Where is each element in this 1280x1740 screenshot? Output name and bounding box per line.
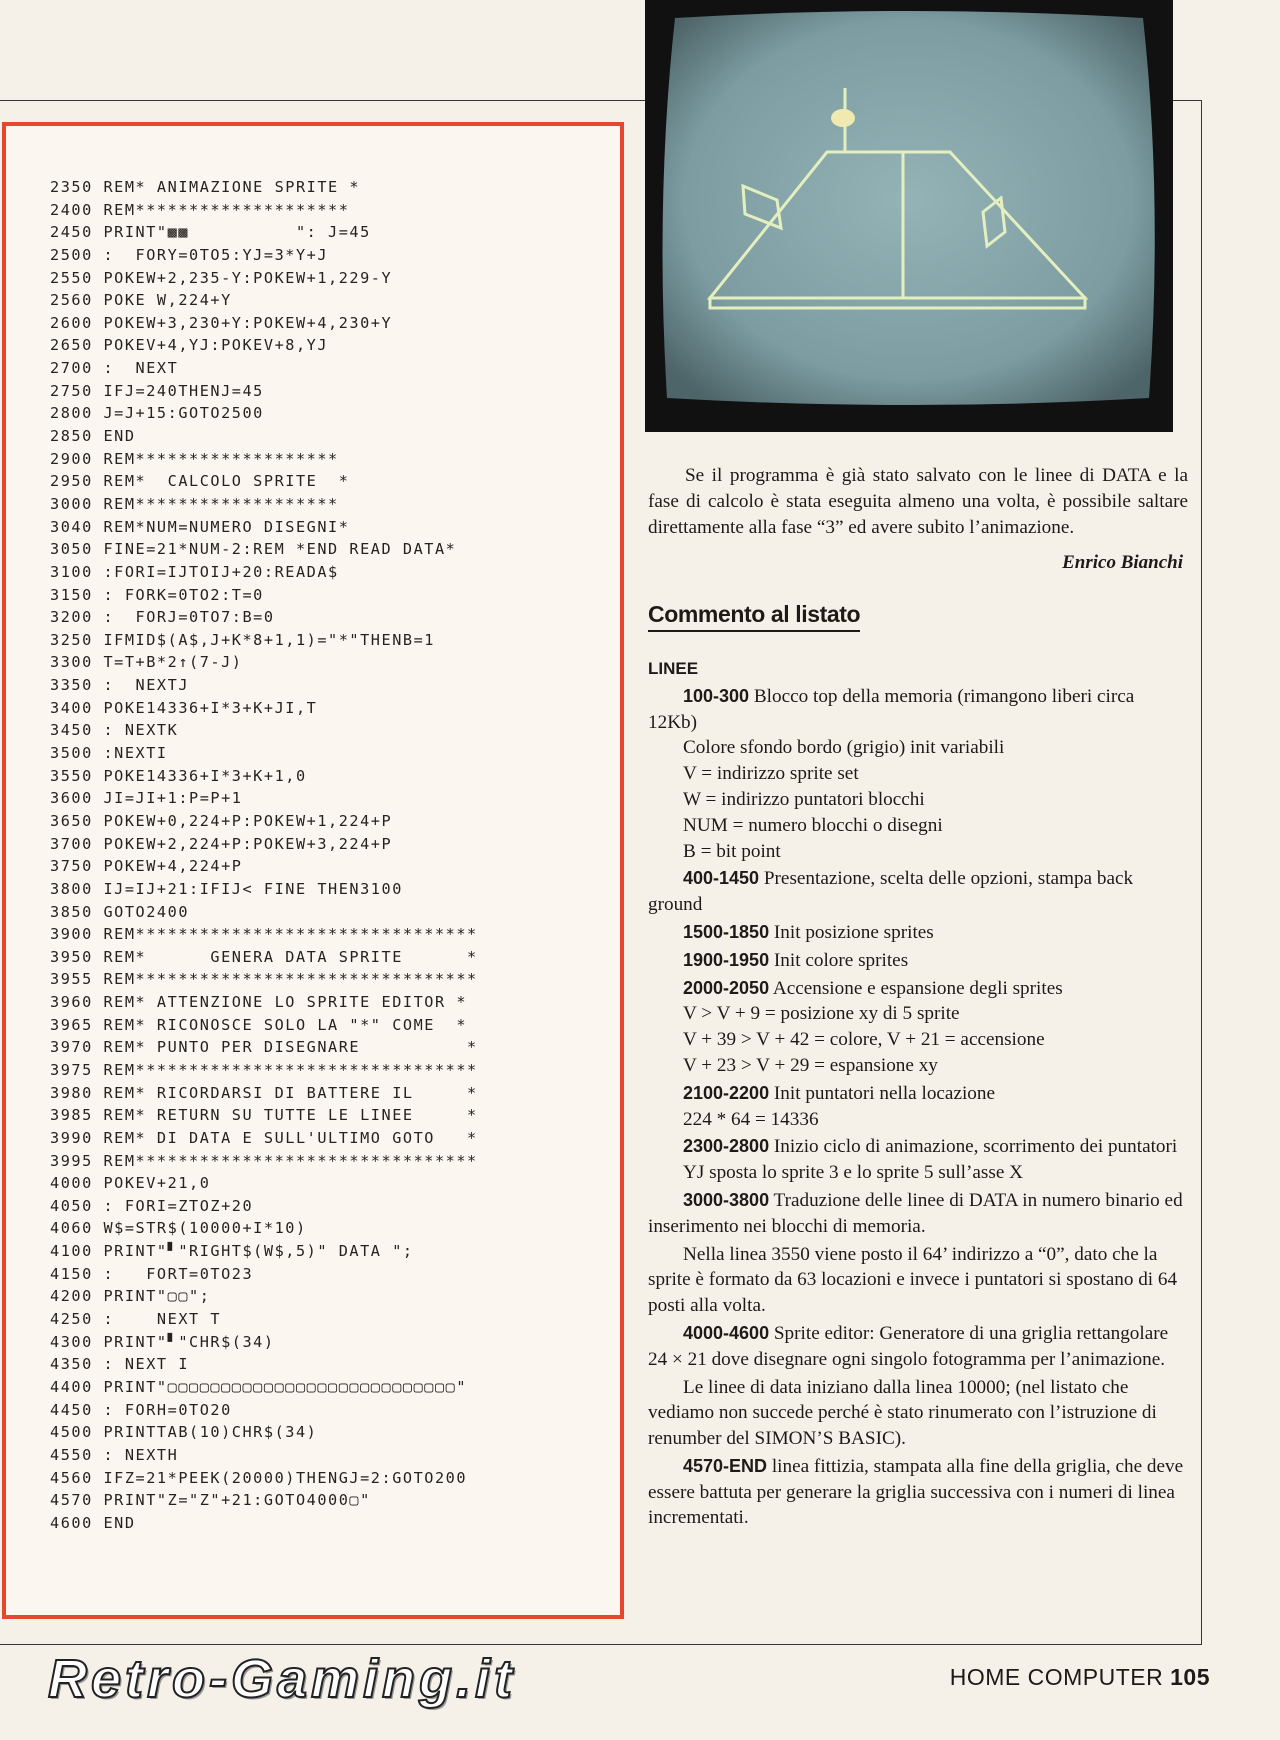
code-line: 3300 T=T+B*2↑(7-J) <box>50 653 243 672</box>
code-line: 3800 IJ=IJ+21:IFIJ< FINE THEN3100 <box>50 879 403 898</box>
section-title: Commento al listato <box>648 602 860 632</box>
code-line: 4200 PRINT"▢▢"; <box>50 1287 211 1306</box>
code-line: 3100 :FORI=IJTOIJ+20:READA$ <box>50 562 339 581</box>
lines-label: LINEE <box>648 658 699 678</box>
code-line: 3980 REM* RICORDARSI DI BATTERE IL * <box>50 1083 478 1102</box>
code-line: 3750 POKEW+4,224+P <box>50 857 243 876</box>
comment-1900-1950: 1900-1950 Init colore sprites <box>683 949 909 971</box>
code-line: 2700 : NEXT <box>50 359 179 378</box>
comment-sub: V + 39 > V + 42 = colore, V + 21 = accensione <box>683 1029 1045 1051</box>
code-line: 4560 IFZ=21*PEEK(20000)THENGJ=2:GOTO200 <box>50 1468 468 1487</box>
article-column <box>648 463 1188 1531</box>
code-line: 4570 PRINT"Z="Z"+21:GOTO4000▢" <box>50 1491 371 1510</box>
comment-sub: V = indirizzo sprite set <box>683 763 859 785</box>
code-line: 4350 : NEXT I <box>50 1355 190 1374</box>
code-line: 4050 : FORI=ZTOZ+20 <box>50 1196 254 1215</box>
code-line: 3990 REM* DI DATA E SULL'ULTIMO GOTO * <box>50 1128 478 1147</box>
code-line: 3950 REM* GENERA DATA SPRITE * <box>50 947 478 966</box>
code-line: 2450 PRINT"▩▩ ": J=45 <box>50 223 371 242</box>
comment-sub: B = bit point <box>683 840 781 862</box>
crt-screen <box>663 11 1155 405</box>
code-line: 2560 POKE W,224+Y <box>50 291 232 310</box>
code-line: 2900 REM******************* <box>50 449 339 468</box>
code-line: 3975 REM******************************** <box>50 1060 478 1079</box>
code-line: 4060 W$=STR$(10000+I*10) <box>50 1219 307 1238</box>
page-number: 105 <box>1170 1664 1210 1690</box>
code-line: 3965 REM* RICONOSCE SOLO LA "*" COME * <box>50 1015 468 1034</box>
code-line: 4100 PRINT"▘"RIGHT$(W$,5)" DATA "; <box>50 1242 414 1261</box>
code-line: 2650 POKEV+4,YJ:POKEV+8,YJ <box>50 336 329 355</box>
code-line: 3400 POKE14336+I*3+K+JI,T <box>50 698 318 717</box>
code-line: 3700 POKEW+2,224+P:POKEW+3,224+P <box>50 834 393 853</box>
code-line: 4150 : FORT=0TO23 <box>50 1264 254 1283</box>
code-line: 3200 : FORJ=0TO7:B=0 <box>50 608 275 627</box>
code-line: 3150 : FORK=0TO2:T=0 <box>50 585 264 604</box>
sprite-blob <box>831 109 855 127</box>
code-line: 2350 REM* ANIMAZIONE SPRITE * <box>50 178 361 196</box>
code-line: 3970 REM* PUNTO PER DISEGNARE * <box>50 1038 478 1057</box>
code-line: 4450 : FORH=0TO20 <box>50 1400 232 1419</box>
comment-sub: V > V + 9 = posizione xy di 5 sprite <box>683 1003 960 1025</box>
code-line: 3250 IFMID$(A$,J+K*8+1,1)="*"THENB=1 <box>50 630 435 649</box>
screen-photo <box>645 0 1173 432</box>
comment-sub: YJ sposta lo sprite 3 e lo sprite 5 sull’asse X <box>683 1162 1024 1184</box>
code-line: 4400 PRINT"▢▢▢▢▢▢▢▢▢▢▢▢▢▢▢▢▢▢▢▢▢▢▢▢▢▢▢" <box>50 1377 468 1396</box>
code-line: 3500 :NEXTI <box>50 744 168 763</box>
code-line: 3000 REM******************* <box>50 494 339 513</box>
code-line: 3050 FINE=21*NUM-2:REM *END READ DATA* <box>50 540 457 559</box>
code-line: 4250 : NEXT T <box>50 1310 222 1329</box>
comment-4570-end: 4570-END linea fittizia, stampata alla fine della griglia, che deve essere battuta per generare la griglia successiva con i numeri di linea incrementati. <box>648 1455 1184 1529</box>
comment-sub: 224 * 64 = 14336 <box>683 1108 819 1130</box>
code-line: 2800 J=J+15:GOTO2500 <box>50 404 264 423</box>
code-line: 3850 GOTO2400 <box>50 902 190 921</box>
code-line: 3450 : NEXTK <box>50 721 179 740</box>
code-line: 3550 POKE14336+I*3+K+1,0 <box>50 766 307 785</box>
code-line: 3900 REM******************************** <box>50 925 478 944</box>
code-line: 3600 JI=JI+1:P=P+1 <box>50 789 243 808</box>
magazine-name: HOME COMPUTER <box>949 1664 1164 1690</box>
author-name: Enrico Bianchi <box>1062 552 1183 574</box>
comment-400-1450: 400-1450 Presentazione, scelta delle opzioni, stampa back ground <box>648 868 1134 916</box>
code-line: 3650 POKEW+0,224+P:POKEW+1,224+P <box>50 811 393 830</box>
code-line: 4000 POKEV+21,0 <box>50 1174 211 1193</box>
code-line: 2850 END <box>50 427 136 446</box>
watermark-logo: Retro-Gaming.it <box>48 1649 517 1709</box>
comment-2100-2200: 2100-2200 Init puntatori nella locazione <box>683 1082 995 1104</box>
code-line: 3040 REM*NUM=NUMERO DISEGNI* <box>50 517 350 536</box>
code-line: 3350 : NEXTJ <box>50 676 190 695</box>
code-line: 2400 REM******************** <box>50 200 350 219</box>
comment-4000-4600: 4000-4600 Sprite editor: Generatore di una griglia rettangolare 24 × 21 dove disegnare ogni singolo fotogramma per l’animazione. <box>648 1322 1169 1370</box>
code-line: 2550 POKEW+2,235-Y:POKEW+1,229-Y <box>50 268 393 287</box>
comment-3000-3800: 3000-3800 Traduzione delle linee di DATA in numero binario ed inserimento nei blocchi di memoria. <box>648 1189 1183 1237</box>
comment-2300-2800: 2300-2800 Inizio ciclo di animazione, scorrimento dei puntatori <box>683 1136 1178 1158</box>
code-line: 2500 : FORY=0TO5:YJ=3*Y+J <box>50 245 329 264</box>
comment-100-300: 100-300 Blocco top della memoria (rimangono liberi circa 12Kb) <box>648 685 1135 733</box>
code-line: 4500 PRINTTAB(10)CHR$(34) <box>50 1423 318 1442</box>
basic-listing <box>50 176 620 1534</box>
comment-1500-1850: 1500-1850 Init posizione sprites <box>683 921 934 943</box>
comment-paragraph: Le linee di data iniziano dalla linea 10000; (nel listato che vediamo non succede perché è stato rinumerato con l’istruzione di renumber del SIMON’S BASIC). <box>648 1376 1157 1450</box>
intro-paragraph: Se il programma è già stato salvato con le linee di DATA e la fase di calcolo è stata eseguita almeno una volta, è possibile saltare direttamente alla fase “3” ed avere subito l’animazione. <box>648 465 1188 538</box>
code-line: 3985 REM* RETURN SU TUTTE LE LINEE * <box>50 1106 478 1125</box>
code-line: 2750 IFJ=240THENJ=45 <box>50 381 264 400</box>
code-line: 3995 REM******************************** <box>50 1151 478 1170</box>
comment-sub: Colore sfondo bordo (grigio) init variabili <box>683 737 1005 759</box>
code-line: 4600 END <box>50 1513 136 1532</box>
comment-sub: NUM = numero blocchi o disegni <box>683 814 943 836</box>
code-line: 2950 REM* CALCOLO SPRITE * <box>50 472 350 491</box>
comment-sub: V + 23 > V + 29 = espansione xy <box>683 1054 938 1076</box>
code-line: 3960 REM* ATTENZIONE LO SPRITE EDITOR * <box>50 993 468 1012</box>
code-line: 3955 REM******************************** <box>50 970 478 989</box>
comment-2000-2050: 2000-2050 Accensione e espansione degli sprites <box>683 977 1063 999</box>
code-line: 4300 PRINT"▘"CHR$(34) <box>50 1332 275 1351</box>
comment-paragraph: Nella linea 3550 viene posto il 64’ indirizzo a “0”, dato che la sprite è formato da 63 locazioni e invece i puntatori si spostano di 64 posti alla volta. <box>648 1243 1178 1317</box>
monitor-screen-image <box>645 0 1173 432</box>
comment-sub: W = indirizzo puntatori blocchi <box>683 788 925 810</box>
code-line: 4550 : NEXTH <box>50 1445 179 1464</box>
code-line: 2600 POKEW+3,230+Y:POKEW+4,230+Y <box>50 313 393 332</box>
magazine-footer <box>950 1664 1210 1691</box>
